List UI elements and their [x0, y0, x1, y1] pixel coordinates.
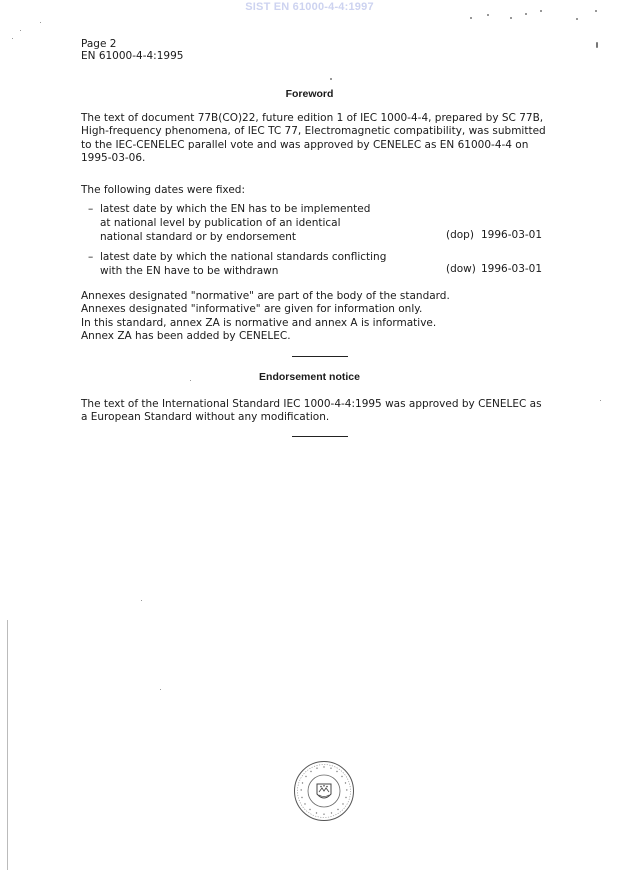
- foreword-line: High-frequency phenomena, of IEC TC 77, Electromagnetic compatibility, was submitted: [81, 125, 546, 138]
- page-number: Page 2: [81, 38, 117, 50]
- list-dash: –: [88, 251, 94, 263]
- date-value: 1996-03-01: [481, 263, 543, 275]
- annex-line: Annex ZA has been added by CENELEC.: [81, 329, 291, 342]
- annex-line: Annexes designated "normative" are part of the body of the standard.: [81, 290, 450, 302]
- date-item-line: latest date by which the national standards conflicting: [100, 251, 387, 263]
- dates-intro: The following dates were fixed:: [81, 184, 245, 196]
- date-item-text: [100, 202, 440, 244]
- annex-line: Annexes designated "informative" are given for information only.: [81, 303, 423, 316]
- annex-paragraph: [81, 290, 581, 343]
- date-item-text: [100, 250, 440, 278]
- watermark-text: SIST EN 61000-4-4:1997: [245, 1, 374, 13]
- date-code: (dop): [446, 229, 474, 241]
- official-seal-stamp: [293, 760, 355, 822]
- standard-number: EN 61000-4-4:1995: [81, 50, 184, 62]
- section-divider: [292, 356, 348, 357]
- foreword-line: The text of document 77B(CO)22, future edition 1 of IEC 1000-4-4, prepared by SC 77B,: [81, 112, 544, 124]
- date-code: (dow): [446, 263, 476, 275]
- foreword-paragraph: [81, 112, 581, 165]
- endorsement-line: a European Standard without any modification.: [81, 411, 330, 424]
- date-value: 1996-03-01: [481, 229, 543, 241]
- endorsement-paragraph: [81, 398, 581, 425]
- date-item-dop: [88, 202, 558, 246]
- foreword-heading: Foreword: [285, 88, 334, 100]
- foreword-line: 1995-03-06.: [81, 151, 146, 164]
- date-item-line: at national level by publication of an identical: [100, 217, 341, 229]
- endorsement-line: The text of the International Standard IEC 1000-4-4:1995 was approved by CENELEC as: [81, 398, 542, 410]
- foreword-line: to the IEC-CENELEC parallel vote and was approved by CENELEC as EN 61000-4-4 on: [81, 138, 529, 151]
- annex-line: In this standard, annex ZA is normative and annex A is informative.: [81, 316, 437, 329]
- date-item-dow: [88, 250, 558, 280]
- endorsement-heading: Endorsement notice: [259, 371, 360, 383]
- page-header: [81, 38, 183, 62]
- date-item-line: latest date by which the EN has to be implemented: [100, 203, 371, 215]
- section-divider: [292, 436, 348, 437]
- date-item-line: national standard or by endorsement: [100, 231, 297, 243]
- scan-edge-line: [7, 620, 8, 870]
- list-dash: –: [88, 203, 94, 215]
- date-item-line: with the EN have to be withdrawn: [100, 265, 279, 277]
